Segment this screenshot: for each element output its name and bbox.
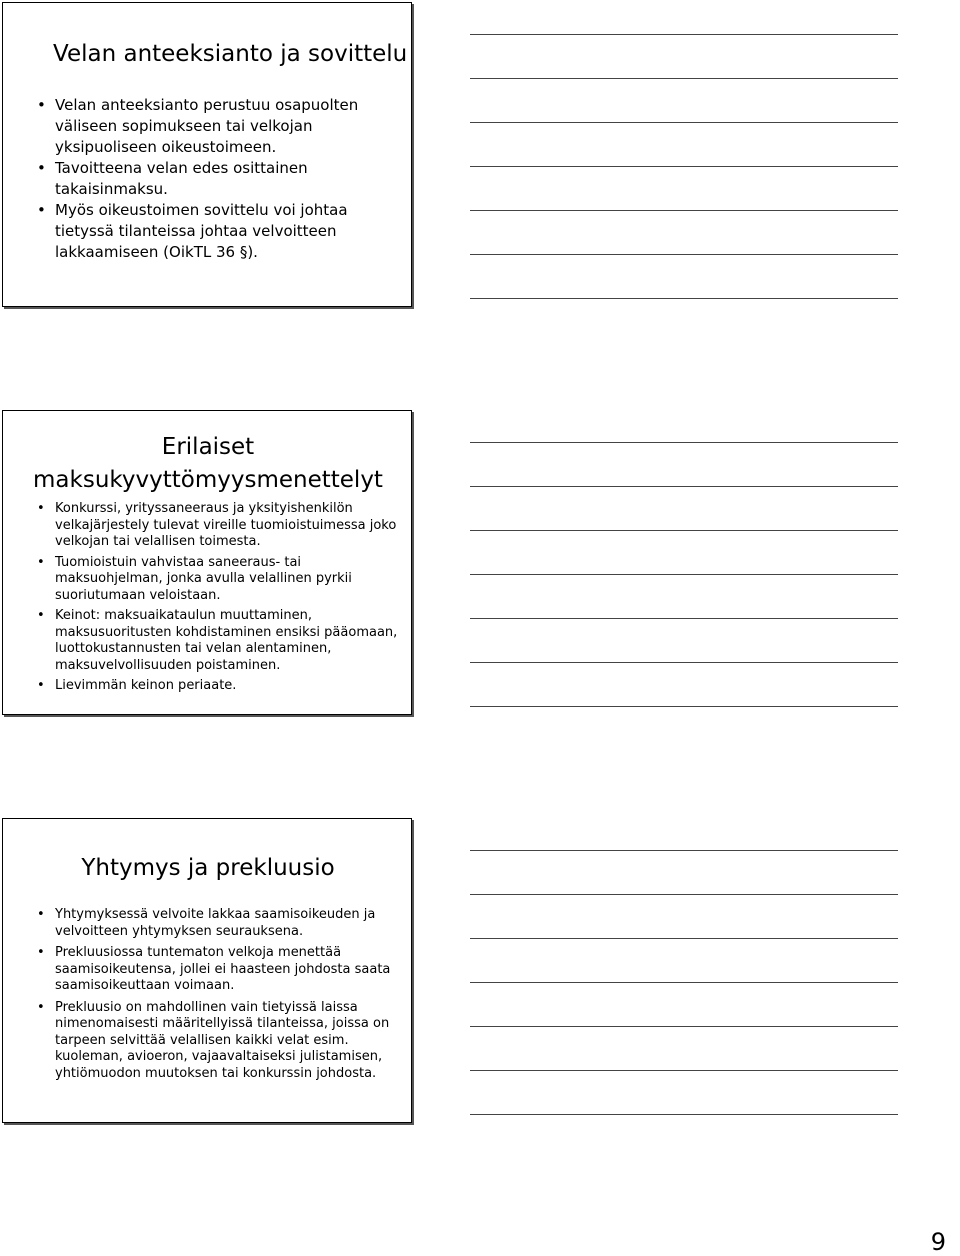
slide-1 [2, 2, 412, 307]
bullet-item: • Tavoitteena velan edes osittainen takaisinmaksu. [37, 159, 308, 198]
notes-line [470, 982, 898, 983]
notes-line [470, 1026, 898, 1027]
slide-3 [2, 818, 412, 1123]
slide-title: Erilaiset maksukyvyttömyysmenettelyt [33, 434, 383, 493]
slide-title: Velan anteeksianto ja sovittelu [53, 41, 408, 67]
bullet-icon: • [37, 907, 45, 922]
notes-line [470, 78, 898, 79]
notes-line [470, 530, 898, 531]
notes-line [470, 210, 898, 211]
notes-line [470, 34, 898, 35]
bullet-list [37, 95, 400, 263]
bullet-item: • Prekluusiossa tuntematon velkoja menettää saamisoikeutensa, jollei ei haasteen johdosta saata saamisoikeuttaan voimaan. [37, 945, 391, 993]
bullet-icon: • [37, 201, 46, 219]
notes-line [470, 706, 898, 707]
notes-line [470, 486, 898, 487]
slide-title: Yhtymys ja prekluusio [81, 855, 335, 881]
bullet-item: • Keinot: maksuaikataulun muuttaminen, maksusuoritusten kohdistaminen ensiksi pääomaan, luottokustannusten tai velan alentaminen, maksuvelvollisuuden poistaminen. [37, 608, 398, 673]
bullet-item: • Myös oikeustoimen sovittelu voi johtaa tietyssä tilanteissa johtaa velvoitteen lakkaamiseen (OikTL 36 §). [37, 201, 348, 261]
bullet-item: • Konkurssi, yrityssaneeraus ja yksityishenkilön velkajärjestely tulevat vireille tuomioistuimessa joko velkojan tai velallisen toimesta. [37, 501, 397, 549]
notes-line [470, 298, 898, 299]
bullet-continuation: kuoleman, avioeron, vajaavaltaiseksi julistamisen, yhtiömuodon muutoksen tai konkurssin johdosta. [55, 1049, 383, 1081]
notes-line [470, 442, 898, 443]
notes-line [470, 166, 898, 167]
bullet-icon: • [37, 945, 45, 960]
bullet-item: • Yhtymyksessä velvoite lakkaa saamisoikeuden ja velvoitteen yhtymyksen seurauksena. [37, 907, 376, 939]
notes-line [470, 122, 898, 123]
bullet-icon: • [37, 678, 45, 693]
bullet-list [37, 501, 400, 699]
slide-2 [2, 410, 412, 715]
notes-line [470, 662, 898, 663]
bullet-icon: • [37, 501, 45, 516]
notes-line [470, 894, 898, 895]
notes-line [470, 618, 898, 619]
notes-line [470, 254, 898, 255]
notes-line [470, 1070, 898, 1071]
bullet-item: • Prekluusio on mahdollinen vain tietyissä laissa nimenomaisesti määritellyissä tilanteissa, joissa on tarpeen selvittää velallisen kaikki velat esim. [37, 999, 390, 1048]
notes-line [470, 574, 898, 575]
bullet-icon: • [37, 96, 46, 114]
notes-line [470, 850, 898, 851]
bullet-item: • Tuomioistuin vahvistaa saneeraus- tai maksuohjelman, jonka avulla velallinen pyrkii suoriutumaan veloistaan. [37, 554, 352, 603]
notes-line [470, 938, 898, 939]
bullet-icon: • [37, 999, 45, 1015]
notes-line [470, 1114, 898, 1115]
page-number: 9 [930, 1228, 946, 1256]
bullet-icon: • [37, 554, 45, 570]
bullet-list [37, 907, 400, 1087]
bullet-icon: • [37, 608, 45, 623]
bullet-item: • Lievimmän keinon periaate. [37, 678, 237, 693]
bullet-item: • Velan anteeksianto perustuu osapuolten väliseen sopimukseen tai velkojan yksipuoliseen oikeustoimeen. [37, 96, 359, 156]
bullet-icon: • [37, 159, 46, 177]
